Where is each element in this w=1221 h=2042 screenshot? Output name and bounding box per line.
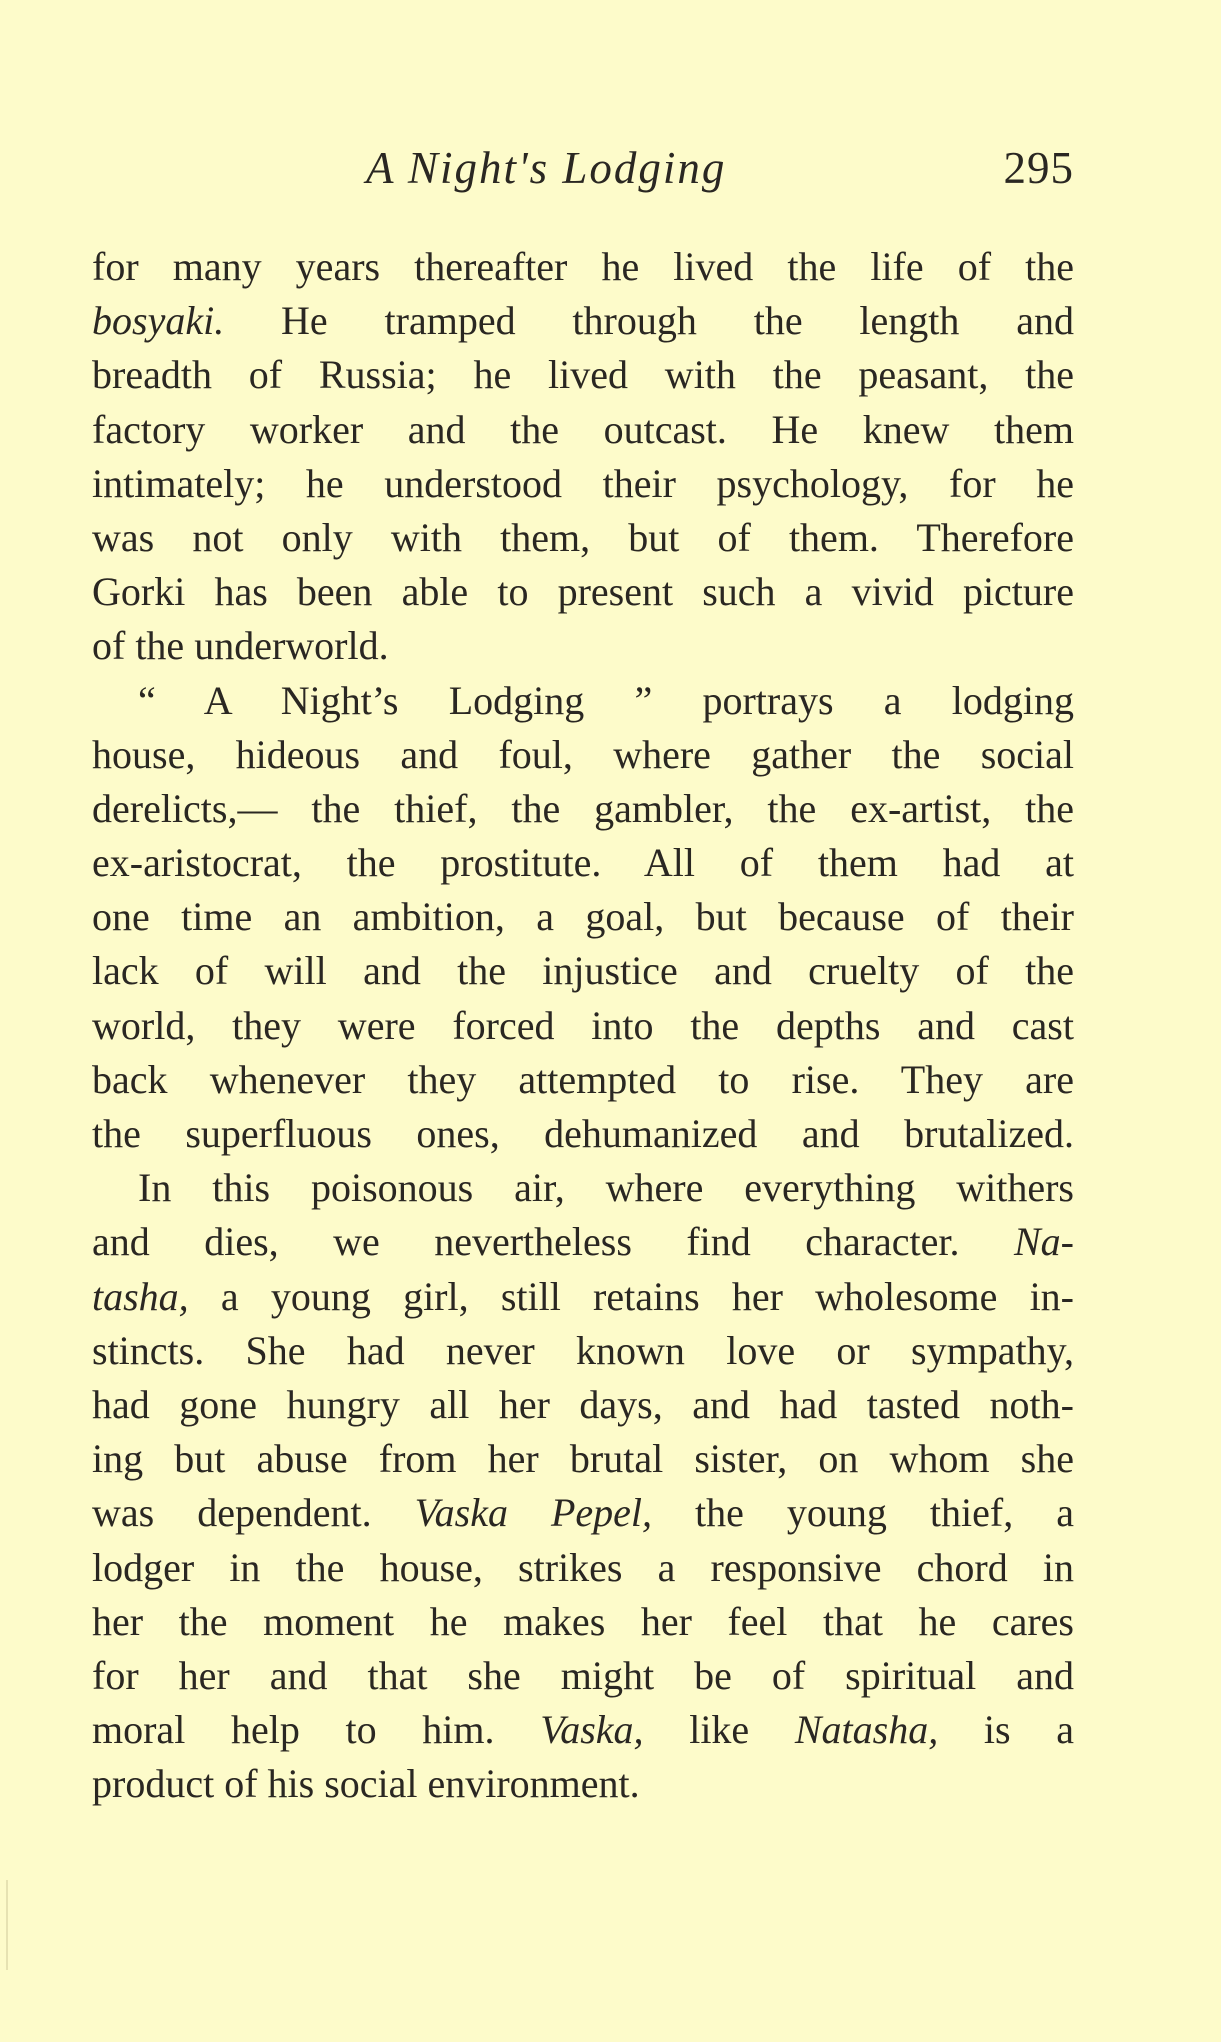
page-number: 295: [1003, 143, 1074, 193]
text-line: ing but abuse from her brutal sister, on whom she: [92, 1436, 1074, 1482]
text-line: of the underworld.: [92, 623, 389, 669]
running-head: [92, 138, 1074, 198]
paragraph-3: [92, 1161, 1074, 1811]
text-line: “ A Night’s Lodging ” portrays a lodging: [138, 677, 1074, 723]
italic-term: bosyaki.: [92, 298, 225, 344]
text-line: one time an ambition, a goal, but because of their: [92, 894, 1074, 940]
running-title: A Night's Lodging: [366, 143, 727, 193]
text-line: and dies, we nevertheless find character. Na-: [92, 1219, 1074, 1265]
text-line: house, hideous and foul, where gather the social: [92, 731, 1074, 777]
text-line: derelicts,— the thief, the gambler, the ex-artist, the: [92, 785, 1074, 831]
text-line: her the moment he makes her feel that he cares: [92, 1598, 1074, 1644]
text-line: intimately; he understood their psychology, for he: [92, 460, 1074, 506]
italic-name: Vaska,: [540, 1707, 644, 1753]
text-line: for many years thereafter he lived the life of the: [92, 244, 1074, 289]
text-line: product of his social environment.: [92, 1761, 640, 1807]
text-line: moral help to him. Vaska, like Natasha, is a: [92, 1707, 1074, 1753]
italic-name: tasha,: [92, 1273, 189, 1319]
text-line: bosyaki. He tramped through the length and: [92, 298, 1074, 344]
body-text: [92, 240, 1074, 1811]
italic-name: Vaska Pepel,: [414, 1490, 653, 1536]
text-line: had gone hungry all her days, and had tasted noth-: [92, 1381, 1074, 1427]
text-line: for her and that she might be of spiritual and: [92, 1652, 1074, 1698]
text-line: tasha, a young girl, still retains her wholesome in-: [92, 1273, 1074, 1319]
text-line: breadth of Russia; he lived with the peasant, the: [92, 352, 1074, 398]
text-line: was not only with them, but of them. Therefore: [92, 514, 1074, 560]
book-page: [92, 0, 1074, 2042]
scan-margin-mark: [6, 1880, 8, 1970]
text-line: back whenever they attempted to rise. They are: [92, 1056, 1074, 1102]
paragraph-1: [92, 240, 1074, 674]
text-line: the superfluous ones, dehumanized and brutalized.: [92, 1111, 1074, 1156]
italic-name: Natasha,: [794, 1707, 939, 1753]
text-line: lodger in the house, strikes a responsive chord in: [92, 1544, 1074, 1590]
text-line: In this poisonous air, where everything withers: [138, 1165, 1074, 1211]
text-line: stincts. She had never known love or sympathy,: [92, 1327, 1074, 1373]
text-line: ex-aristocrat, the prostitute. All of them had at: [92, 840, 1074, 886]
text-line: world, they were forced into the depths and cast: [92, 1002, 1074, 1048]
text-line: factory worker and the outcast. He knew them: [92, 406, 1074, 452]
text-line: Gorki has been able to present such a vivid picture: [92, 569, 1074, 615]
italic-name: Na-: [1014, 1219, 1074, 1265]
text-line: lack of will and the injustice and cruelty of the: [92, 948, 1074, 994]
text-line: was dependent. Vaska Pepel, the young thief, a: [92, 1490, 1074, 1536]
paragraph-2: [92, 674, 1074, 1162]
